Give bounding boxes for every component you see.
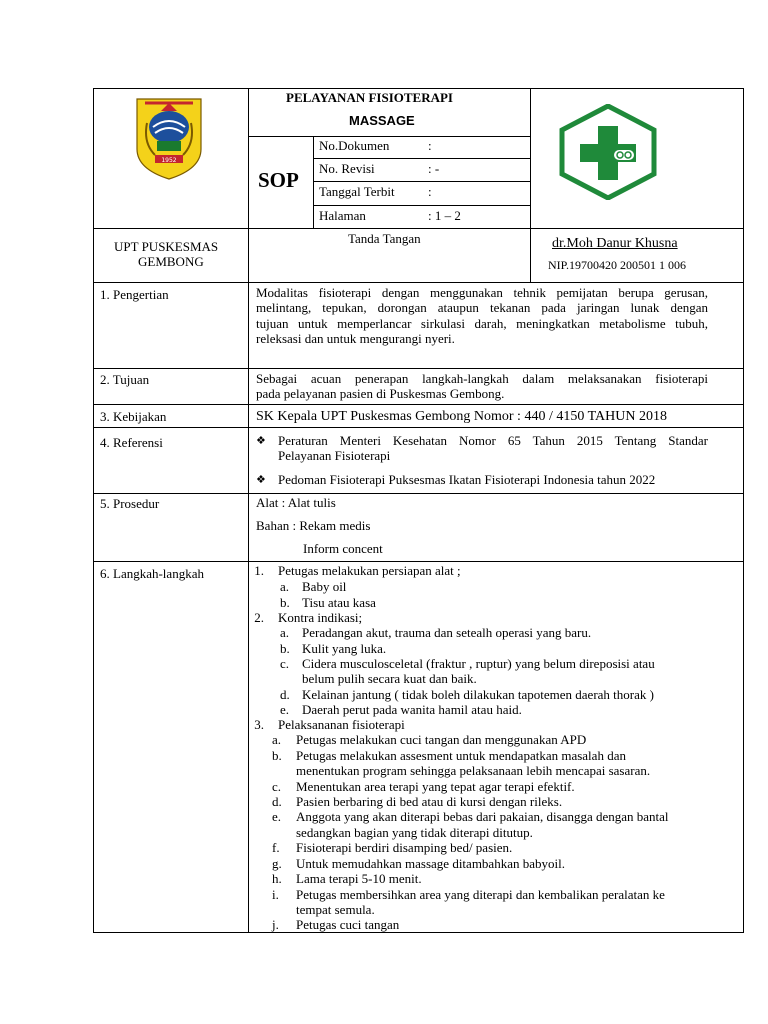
tujuan-line-2: pada pelayanan pasien di Puskesmas Gembong. xyxy=(256,386,505,401)
langkah-g3-e-marker: e. xyxy=(272,809,282,824)
table-border-left xyxy=(93,88,94,933)
langkah-group-2-number: 2. xyxy=(254,610,264,625)
info-label-tanggal-terbit: Tanggal Terbit xyxy=(319,184,395,199)
info-label-no-revisi: No. Revisi xyxy=(319,161,375,176)
emblem-year-text: 1952 xyxy=(161,157,177,164)
langkah-g3-d-text: Pasien berbaring di bed atau di kursi dengan rileks. xyxy=(296,794,563,809)
langkah-g3-g-text: Untuk memudahkan massage ditambahkan babyoil. xyxy=(296,856,565,871)
langkah-g2-b-marker: b. xyxy=(280,641,290,656)
langkah-g1-a-text: Baby oil xyxy=(302,579,347,594)
section-label-langkah: 6. Langkah-langkah xyxy=(100,566,204,581)
info-value-no-revisi: : - xyxy=(428,161,440,176)
langkah-g3-i-text-1: Petugas membersihkan area yang diterapi dan kembalikan peralatan ke xyxy=(296,887,665,902)
row-line-prosedur xyxy=(93,493,744,494)
langkah-g3-i-text-2: tempat semula. xyxy=(296,902,375,917)
langkah-g3-h-marker: h. xyxy=(272,871,282,886)
row-line-langkah xyxy=(93,561,744,562)
header-divider-left xyxy=(248,88,249,283)
langkah-group-1-number: 1. xyxy=(254,563,264,578)
langkah-g2-a-text: Peradangan akut, trauma dan setealh operasi yang baru. xyxy=(302,625,592,640)
signer-nip: NIP.19700420 200501 1 006 xyxy=(548,258,687,272)
langkah-g2-e-marker: e. xyxy=(280,702,290,717)
info-label-no-dokumen: No.Dokumen xyxy=(319,138,390,153)
langkah-g2-d-marker: d. xyxy=(280,687,290,702)
langkah-group-1-title: Petugas melakukan persiapan alat ; xyxy=(278,563,461,578)
info-row-line-2 xyxy=(313,181,530,182)
info-row-line-3 xyxy=(313,205,530,206)
info-label-halaman: Halaman xyxy=(319,208,366,223)
prosedur-bahan-2: Inform concent xyxy=(303,541,383,556)
puskesmas-logo xyxy=(558,104,658,200)
langkah-g3-e-text-1: Anggota yang akan diterapi bebas dari pakaian, disangga dengan bantal xyxy=(296,809,669,824)
langkah-g2-c-marker: c. xyxy=(280,656,290,671)
langkah-g3-h-text: Lama terapi 5-10 menit. xyxy=(296,871,422,886)
referensi-bullet-2: ❖ xyxy=(256,474,266,486)
institution-name-line2: GEMBONG xyxy=(138,254,204,269)
pengertian-line-4: releksasi dan untuk mengurangi nyeri. xyxy=(256,331,455,346)
header-bottom-line xyxy=(93,282,744,283)
langkah-g3-b-marker: b. xyxy=(272,748,282,763)
section-label-pengertian: 1. Pengertian xyxy=(100,287,169,302)
langkah-g2-b-text: Kulit yang luka. xyxy=(302,641,387,656)
langkah-g2-c-text-2: belum pulih secara kuat dan baik. xyxy=(302,671,477,686)
row-line-referensi xyxy=(93,427,744,428)
langkah-g3-i-marker: i. xyxy=(272,887,279,902)
langkah-g3-j-text: Petugas cuci tangan xyxy=(296,917,400,932)
body-column-divider xyxy=(248,282,249,933)
header-divider-right xyxy=(530,88,531,283)
referensi-item-1-line1: Peraturan Menteri Kesehatan Nomor 65 Tahun 2015 Tentang Standar xyxy=(278,433,708,448)
langkah-g3-a-text: Petugas melakukan cuci tangan dan menggunakan APD xyxy=(296,732,587,747)
info-value-no-dokumen: : xyxy=(428,138,432,153)
langkah-group-3-number: 3. xyxy=(254,717,264,732)
title-bottom-line xyxy=(248,136,530,137)
row-line-kebijakan xyxy=(93,404,744,405)
tujuan-line-1: Sebagai acuan penerapan langkah-langkah dalam melaksanakan fisioterapi xyxy=(256,371,708,386)
langkah-g1-b-text: Tisu atau kasa xyxy=(302,595,376,610)
section-label-referensi: 4. Referensi xyxy=(100,435,163,450)
langkah-g2-d-text: Kelainan jantung ( tidak boleh dilakukan tapotemen daerah thorak ) xyxy=(302,687,654,702)
langkah-g3-e-text-2: sedangkan bagian yang tidak diterapi ditutup. xyxy=(296,825,533,840)
header-mid-line xyxy=(93,228,744,229)
info-value-tanggal-terbit: : xyxy=(428,184,432,199)
langkah-g3-c-text: Menentukan area terapi yang tepat agar terapi efektif. xyxy=(296,779,575,794)
row-line-tujuan xyxy=(93,368,744,369)
referensi-item-1-line2: Pelayanan Fisioterapi xyxy=(278,448,391,463)
kebijakan-text: SK Kepala UPT Puskesmas Gembong Nomor : 440 / 4150 TAHUN 2018 xyxy=(256,409,667,424)
langkah-g3-b-text-2: menentukan program sehingga pelaksanaan lebih mencapai sasaran. xyxy=(296,763,651,778)
pengertian-line-2: melintang, tepukan, dorongan ataupun tekanan pada jaringan lunak dengan xyxy=(256,300,708,315)
pengertian-line-1: Modalitas fisioterapi dengan menggunakan tehnik pemijatan berupa gerusan, xyxy=(256,285,708,300)
langkah-g3-f-text: Fisioterapi berdiri disamping bed/ pasien. xyxy=(296,840,513,855)
langkah-g3-b-text-1: Petugas melakukan assesment untuk mendapatkan masalah dan xyxy=(296,748,626,763)
prosedur-bahan: Bahan : Rekam medis xyxy=(256,518,371,533)
table-border-right xyxy=(743,88,744,933)
langkah-group-2-title: Kontra indikasi; xyxy=(278,610,363,625)
info-value-halaman: : 1 – 2 xyxy=(428,208,461,223)
langkah-g2-a-marker: a. xyxy=(280,625,290,640)
referensi-item-2-line1: Pedoman Fisioterapi Puksesmas Ikatan Fisioterapi Indonesia tahun 2022 xyxy=(278,472,656,487)
signer-name: dr.Moh Danur Khusna xyxy=(552,236,678,251)
langkah-g1-a-marker: a. xyxy=(280,579,290,594)
langkah-g2-e-text: Daerah perut pada wanita hamil atau haid. xyxy=(302,702,522,717)
table-border-bottom xyxy=(93,932,744,933)
prosedur-alat: Alat : Alat tulis xyxy=(256,495,336,510)
institution-name-line1: UPT PUSKESMAS xyxy=(114,239,219,254)
section-label-prosedur: 5. Prosedur xyxy=(100,496,160,511)
langkah-g1-b-marker: b. xyxy=(280,595,290,610)
regency-emblem-logo xyxy=(133,93,205,181)
langkah-g3-a-marker: a. xyxy=(272,732,282,747)
sop-label: SOP xyxy=(258,168,299,192)
langkah-g2-c-text-1: Cidera musculosceletal (fraktur , ruptur) yang belum direposisi atau xyxy=(302,656,655,671)
langkah-g3-c-marker: c. xyxy=(272,779,282,794)
langkah-g3-f-marker: f. xyxy=(272,840,280,855)
langkah-g3-g-marker: g. xyxy=(272,856,282,871)
langkah-g3-j-marker: j. xyxy=(272,917,279,932)
langkah-g3-d-marker: d. xyxy=(272,794,282,809)
document-title: PELAYANAN FISIOTERAPI xyxy=(286,90,453,105)
info-row-line-1 xyxy=(313,158,530,159)
referensi-bullet-1: ❖ xyxy=(256,435,266,447)
langkah-group-3-title: Pelaksananan fisioterapi xyxy=(278,717,405,732)
table-border-top xyxy=(93,88,744,89)
signature-label: Tanda Tangan xyxy=(348,231,421,246)
pengertian-line-3: tujuan untuk memperlancar sirkulasi darah, meningkatkan metabolisme tubuh, xyxy=(256,316,708,331)
section-label-kebijakan: 3. Kebijakan xyxy=(100,409,167,424)
document-subtitle: MASSAGE xyxy=(349,113,415,128)
sop-divider xyxy=(313,136,314,228)
section-label-tujuan: 2. Tujuan xyxy=(100,372,150,387)
